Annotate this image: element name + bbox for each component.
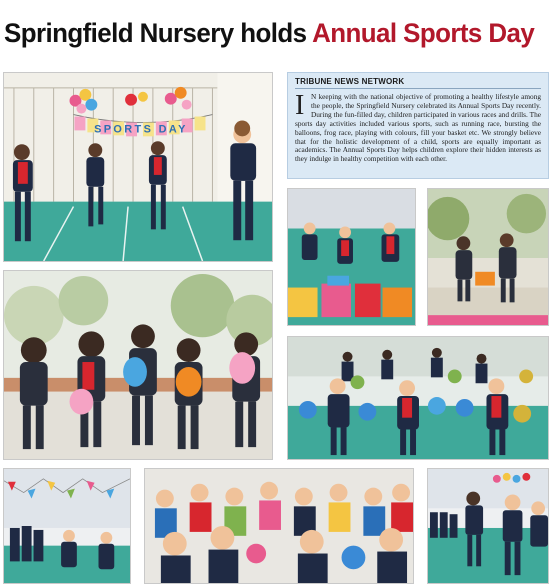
headline-part-red: Annual Sports Day (312, 18, 535, 48)
article-body-text: N keeping with the national objective of promoting a healthy lifestyle among the people, the Springfield Nursery celebrated its Annual Sports Day recently. During the fun-filled day, children participated in various races and drills. The sports day activities included various sports, such as running race, bursting the balloons, frog race, playing with colours, fill your basket etc. We strongly believe that for the holistic development of a child, sports are equally important as academics. The Annual Sports Day helps children explore their hidden interests as they indulge in healthy competition with each other. (295, 92, 541, 164)
byline: TRIBUNE NEWS NETWORK (295, 77, 541, 89)
article-body (295, 90, 541, 164)
photo-group-kids (144, 468, 414, 584)
photo-block-activity (287, 188, 416, 326)
headline-part-dark: Springfield Nursery holds (4, 18, 307, 48)
article-dropcap: I (295, 90, 305, 121)
headline (4, 18, 535, 62)
photo-hall-flags (3, 468, 131, 584)
photo-turf-kids (427, 468, 549, 584)
photo-pompom-drill (287, 336, 549, 460)
sports-day-banner-text: SPORTS DAY (94, 123, 188, 136)
article-box (287, 72, 549, 179)
photo-running-race (3, 72, 273, 262)
photo-balloon-kids (3, 270, 273, 460)
photo-outdoor-pair (427, 188, 549, 326)
